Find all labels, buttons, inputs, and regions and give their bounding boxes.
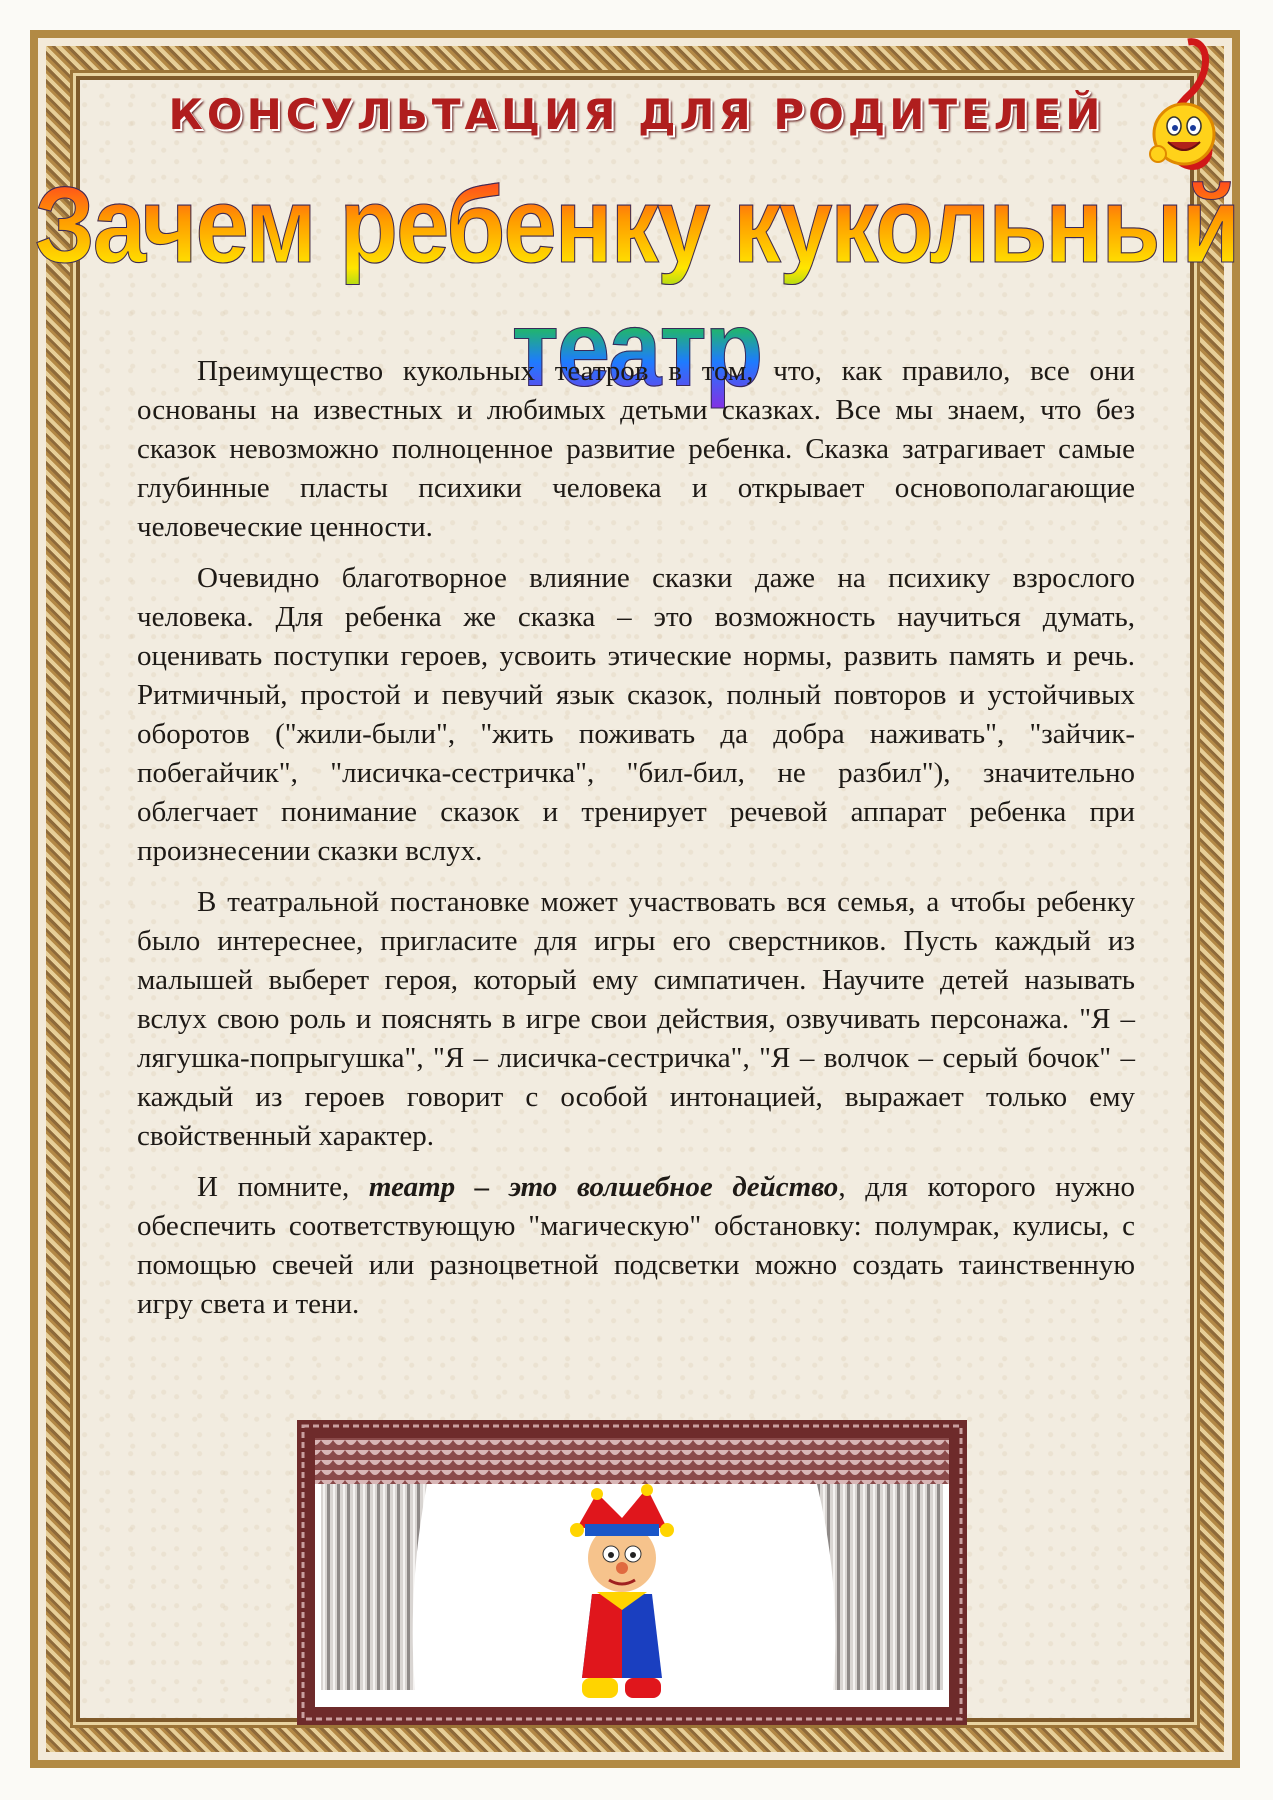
paragraph-3: В театральной постановке может участвовать вся семья, а чтобы ребенку было интереснее, пригласите для игры его сверстников. Пусть каждый из малышей выберет героя, который ему симпатичен. Научите детей называть вслух свою роль и пояснять в игре свои действия, озвучивать персонажа. "Я – лягушка-попрыгушка", "Я – лисичка-сестричка", "Я – волчок – серый бочок" – каждый из героев говорит с особой интонацией, выражает только ему свойственный характер. — [137, 886, 1135, 1152]
paragraph-4-start: И помните, — [197, 1171, 369, 1203]
article-body — [137, 352, 1135, 1336]
page-title: Зачем ребенку кукольный театр — [0, 165, 1273, 411]
paragraph-1: Преимущество кукольных театров в том, что, как правило, все они основаны на известных и любимых детьми сказках. Все мы знаем, что без сказок невозможно полноценное развитие ребенка. Сказка затрагивает самые глубинные пласты психики человека и открывает основополагающие человеческие ценности. — [137, 355, 1135, 543]
paragraph-4-end: , для которого нужно обеспечить соответствующую "магическую" обстановку: полумрак, кулисы, с помощью свечей или разноцветной подсветки можно создать таинственную игру света и тени. — [137, 1171, 1135, 1320]
paragraph-2: Очевидно благотворное влияние сказки даже на психику взрослого человека. Для ребенка же сказка – это возможность научиться думать, оценивать поступки героев, усвоить этические нормы, развить память и речь. Ритмичный, простой и певучий язык сказок, полный повторов и устойчивых оборотов ("жили-были", "жить поживать да добра наживать", "зайчик-побегайчик", "лисичка-сестричка", "бил-бил, не разбил"), значительно облегчает понимание сказок и тренирует речевой аппарат ребенка при произнесении сказки вслух. — [137, 562, 1135, 867]
consultation-header: КОНСУЛЬТАЦИЯ ДЛЯ РОДИТЕЛЕЙ — [168, 90, 1105, 139]
puppet-stage-jester-illustration — [297, 1420, 967, 1725]
paragraph-4 — [137, 1168, 1135, 1324]
paragraph-4-emphasis: театр – это волшебное действо — [368, 1171, 839, 1203]
